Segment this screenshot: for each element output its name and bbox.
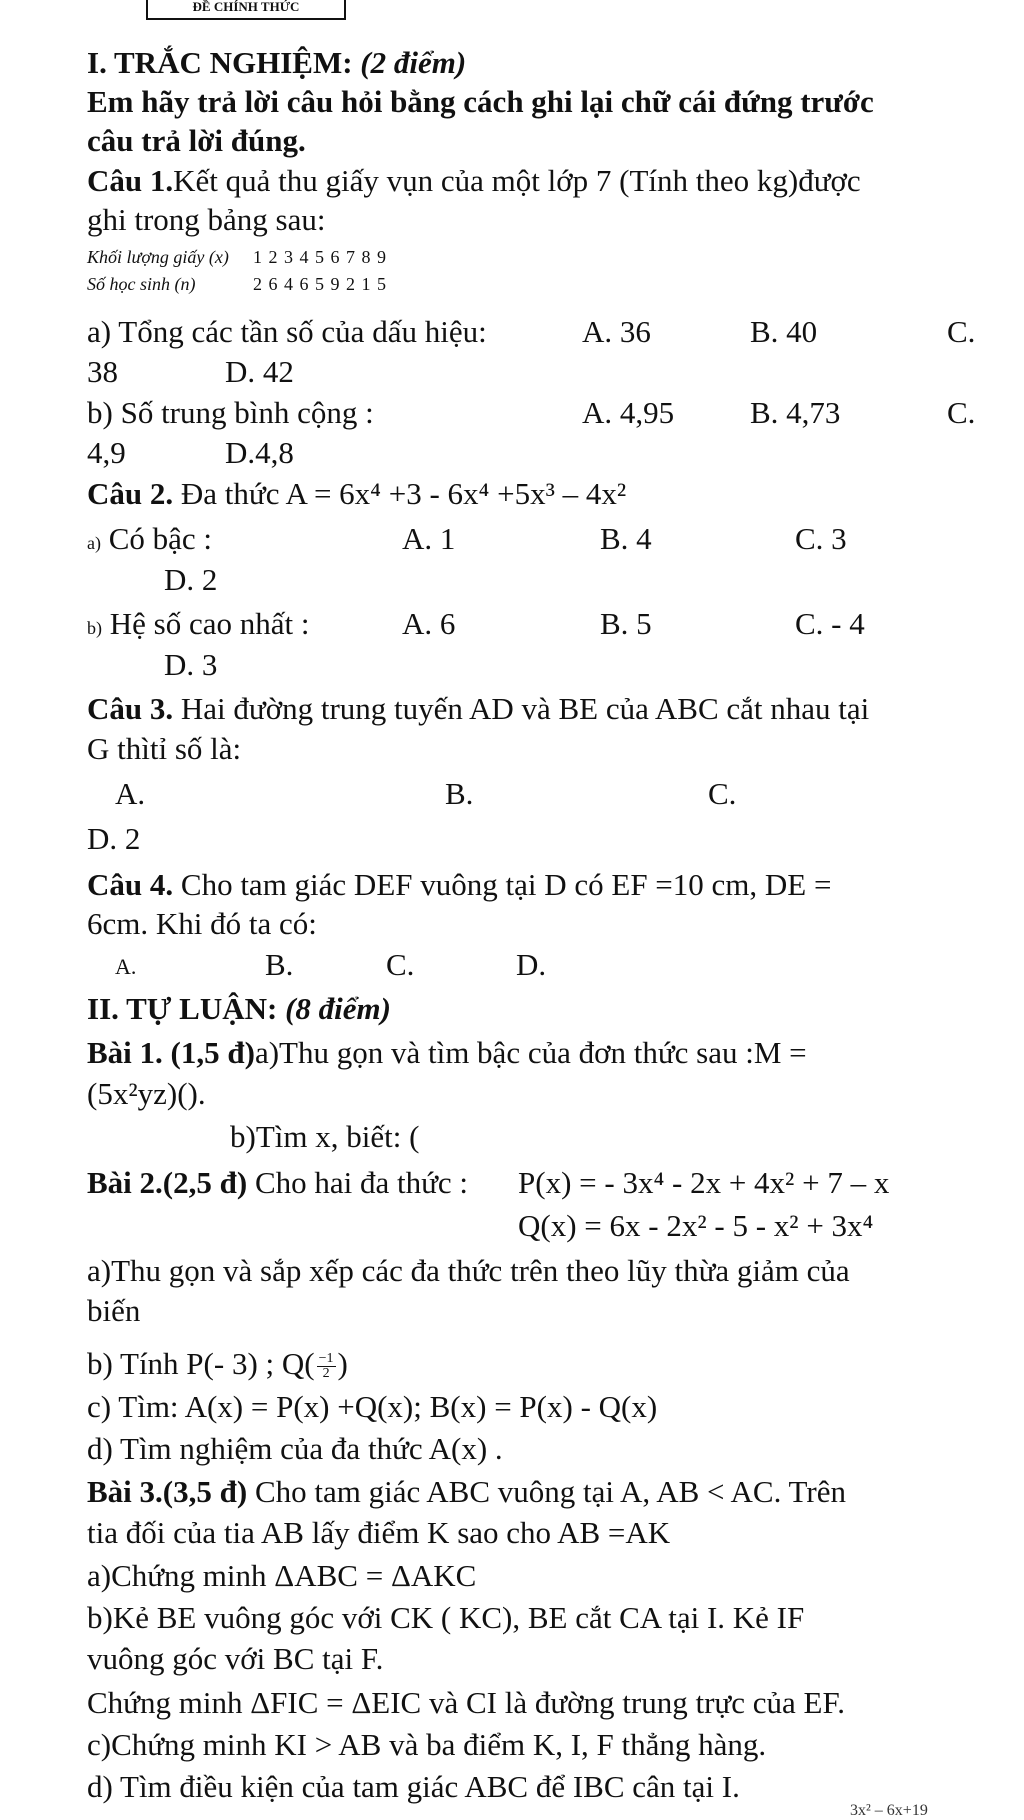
q4-line1 [87, 866, 831, 904]
official-exam-label: ĐỀ CHÍNH THỨC [146, 0, 346, 20]
q1-line2: ghi trong bảng sau: [87, 202, 326, 237]
part1-heading [87, 44, 466, 82]
b3-a: a)Chứng minh ΔABC = ΔAKC [87, 1558, 477, 1593]
q2b-option-a: A. 6 [402, 606, 456, 641]
q4-option-b: B. [265, 947, 294, 982]
q2b-question [87, 605, 309, 647]
b1-label: Bài 1. (1,5 đ) [87, 1035, 255, 1070]
q1a-question: a) Tổng các tần số của dấu hiệu: [87, 314, 487, 349]
q1a-option-c-value: 38 [87, 354, 118, 389]
q1b-option-d: D.4,8 [225, 435, 294, 470]
q2a-marker: a) [87, 533, 101, 553]
q3-line2: G thìtỉ số là: [87, 731, 242, 766]
q2a-option-d: D. 2 [164, 562, 218, 597]
q3-option-a: A. [115, 776, 146, 811]
q1b-question: b) Số trung bình cộng : [87, 395, 374, 430]
q1-table-row1-values: 1 2 3 4 5 6 7 8 9 [253, 247, 387, 267]
q4-text: Cho tam giác DEF vuông tại D có EF =10 cm, DE = [180, 867, 832, 902]
b2-b-fraction [317, 1352, 336, 1381]
part1-points: (2 điểm) [360, 45, 467, 80]
part1-title: I. TRẮC NGHIỆM: [87, 45, 353, 80]
b1-line1 [87, 1034, 807, 1072]
q1a-option-c-label: C. [947, 314, 976, 349]
b3-c: c)Chứng minh KI > AB và ba điểm K, I, F thẳng hàng. [87, 1727, 767, 1762]
b2-a-line1: a)Thu gọn và sắp xếp các đa thức trên theo lũy thừa giảm của [87, 1253, 850, 1288]
b3-line2: tia đối của tia AB lấy điểm K sao cho AB =AK [87, 1515, 671, 1550]
q2-line1 [87, 475, 626, 513]
part1-instruction-line1: Em hãy trả lời câu hỏi bằng cách ghi lại chữ cái đứng trước [87, 84, 874, 119]
b2-b [87, 1345, 348, 1383]
q4-option-d: D. [516, 947, 547, 982]
q1a-option-a: A. 36 [582, 314, 651, 349]
b2-d: d) Tìm nghiệm của đa thức A(x) . [87, 1431, 503, 1466]
q3-text: Hai đường trung tuyến AD và BE của ABC cắt nhau tại [180, 691, 870, 726]
q1b-option-b: B. 4,73 [750, 395, 841, 430]
q1b-option-c-label: C. [947, 395, 976, 430]
b2-a-line2: biến [87, 1293, 141, 1328]
q2b-marker: b) [87, 618, 102, 638]
b3-line1 [87, 1473, 846, 1511]
q1-table-row2-values: 2 6 4 6 5 9 2 1 5 [253, 274, 387, 294]
footer-cutoff-text: 3x² – 6x+19 [850, 1802, 928, 1819]
q1b-option-c-value: 4,9 [87, 435, 126, 470]
q3-option-b: B. [445, 776, 474, 811]
b3-b-line2: vuông góc với BC tại F. [87, 1641, 384, 1676]
b1-text-b: b)Tìm x, biết: ( [230, 1119, 420, 1154]
b2-b-pre: b) Tính P(- 3) ; Q( [87, 1346, 315, 1381]
b3-d: d) Tìm điều kiện của tam giác ABC để IBC cân tại I. [87, 1769, 740, 1804]
q2b-option-b: B. 5 [600, 606, 652, 641]
q1a-option-d: D. 42 [225, 354, 294, 389]
q2b-text: Hệ số cao nhất : [109, 606, 310, 641]
b1-line2: (5x²yz)(). [87, 1076, 206, 1111]
b2-c: c) Tìm: A(x) = P(x) +Q(x); B(x) = P(x) - Q(x) [87, 1389, 658, 1424]
b3-b-line3: Chứng minh ΔFIC = ΔEIC và CI là đường trung trực của EF. [87, 1685, 845, 1720]
q1-line1 [87, 162, 861, 200]
q1-table-row2-label: Số học sinh (n) [87, 274, 196, 294]
q1b-option-a: A. 4,95 [582, 395, 675, 430]
b2-polynomial-p: P(x) = - 3x⁴ - 2x + 4x² + 7 – x [518, 1165, 890, 1200]
q2a-question [87, 520, 212, 562]
q1-table-row1-label: Khối lượng giấy (x) [87, 247, 229, 267]
q3-option-d: D. 2 [87, 821, 141, 856]
q4-line2: 6cm. Khi đó ta có: [87, 906, 317, 941]
q3-line1 [87, 690, 869, 728]
part2-title: II. TỰ LUẬN: [87, 991, 278, 1026]
b3-b-line1: b)Kẻ BE vuông góc với CK ( KC), BE cắt CA tại I. Kẻ IF [87, 1600, 805, 1635]
b3-text-1: Cho tam giác ABC vuông tại A, AB < AC. Trên [254, 1474, 846, 1509]
q2a-option-a: A. 1 [402, 521, 456, 556]
b3-label: Bài 3.(3,5 đ) [87, 1474, 248, 1509]
b2-text: Cho hai đa thức : [254, 1165, 469, 1200]
q4-option-a: A. [115, 954, 137, 979]
q1a-option-b: B. 40 [750, 314, 818, 349]
part2-heading [87, 990, 391, 1028]
part2-points: (8 điểm) [285, 991, 391, 1026]
b1-text-a: a)Thu gọn và tìm bậc của đơn thức sau :M = [254, 1035, 807, 1070]
b2-b-post: ) [337, 1346, 348, 1381]
q4-option-c: C. [386, 947, 415, 982]
q4-label: Câu 4. [87, 867, 174, 902]
q2a-text: Có bậc : [108, 521, 213, 556]
b2-polynomial-q: Q(x) = 6x - 2x² - 5 - x² + 3x⁴ [518, 1208, 874, 1243]
b2-b-fraction-num: −1 [318, 1351, 334, 1367]
q2-polynomial: A = 6x⁴ +3 - 6x⁴ +5x³ – 4x² [285, 476, 627, 511]
q1-label: Câu 1. [87, 163, 174, 198]
q2a-option-b: B. 4 [600, 521, 652, 556]
b2-line1 [87, 1164, 468, 1202]
q2-label: Câu 2. [87, 476, 174, 511]
q1-text: Kết quả thu giấy vụn của một lớp 7 (Tính theo kg)được [173, 163, 861, 198]
q3-option-c: C. [708, 776, 737, 811]
q2b-option-d: D. 3 [164, 647, 218, 682]
b2-b-fraction-den: 2 [322, 1366, 330, 1382]
b2-label: Bài 2.(2,5 đ) [87, 1165, 248, 1200]
q3-label: Câu 3. [87, 691, 174, 726]
q2b-option-c: C. - 4 [795, 606, 865, 641]
q2a-option-c: C. 3 [795, 521, 847, 556]
q2-text: Đa thức [180, 476, 280, 511]
part1-instruction-line2: câu trả lời đúng. [87, 123, 306, 158]
